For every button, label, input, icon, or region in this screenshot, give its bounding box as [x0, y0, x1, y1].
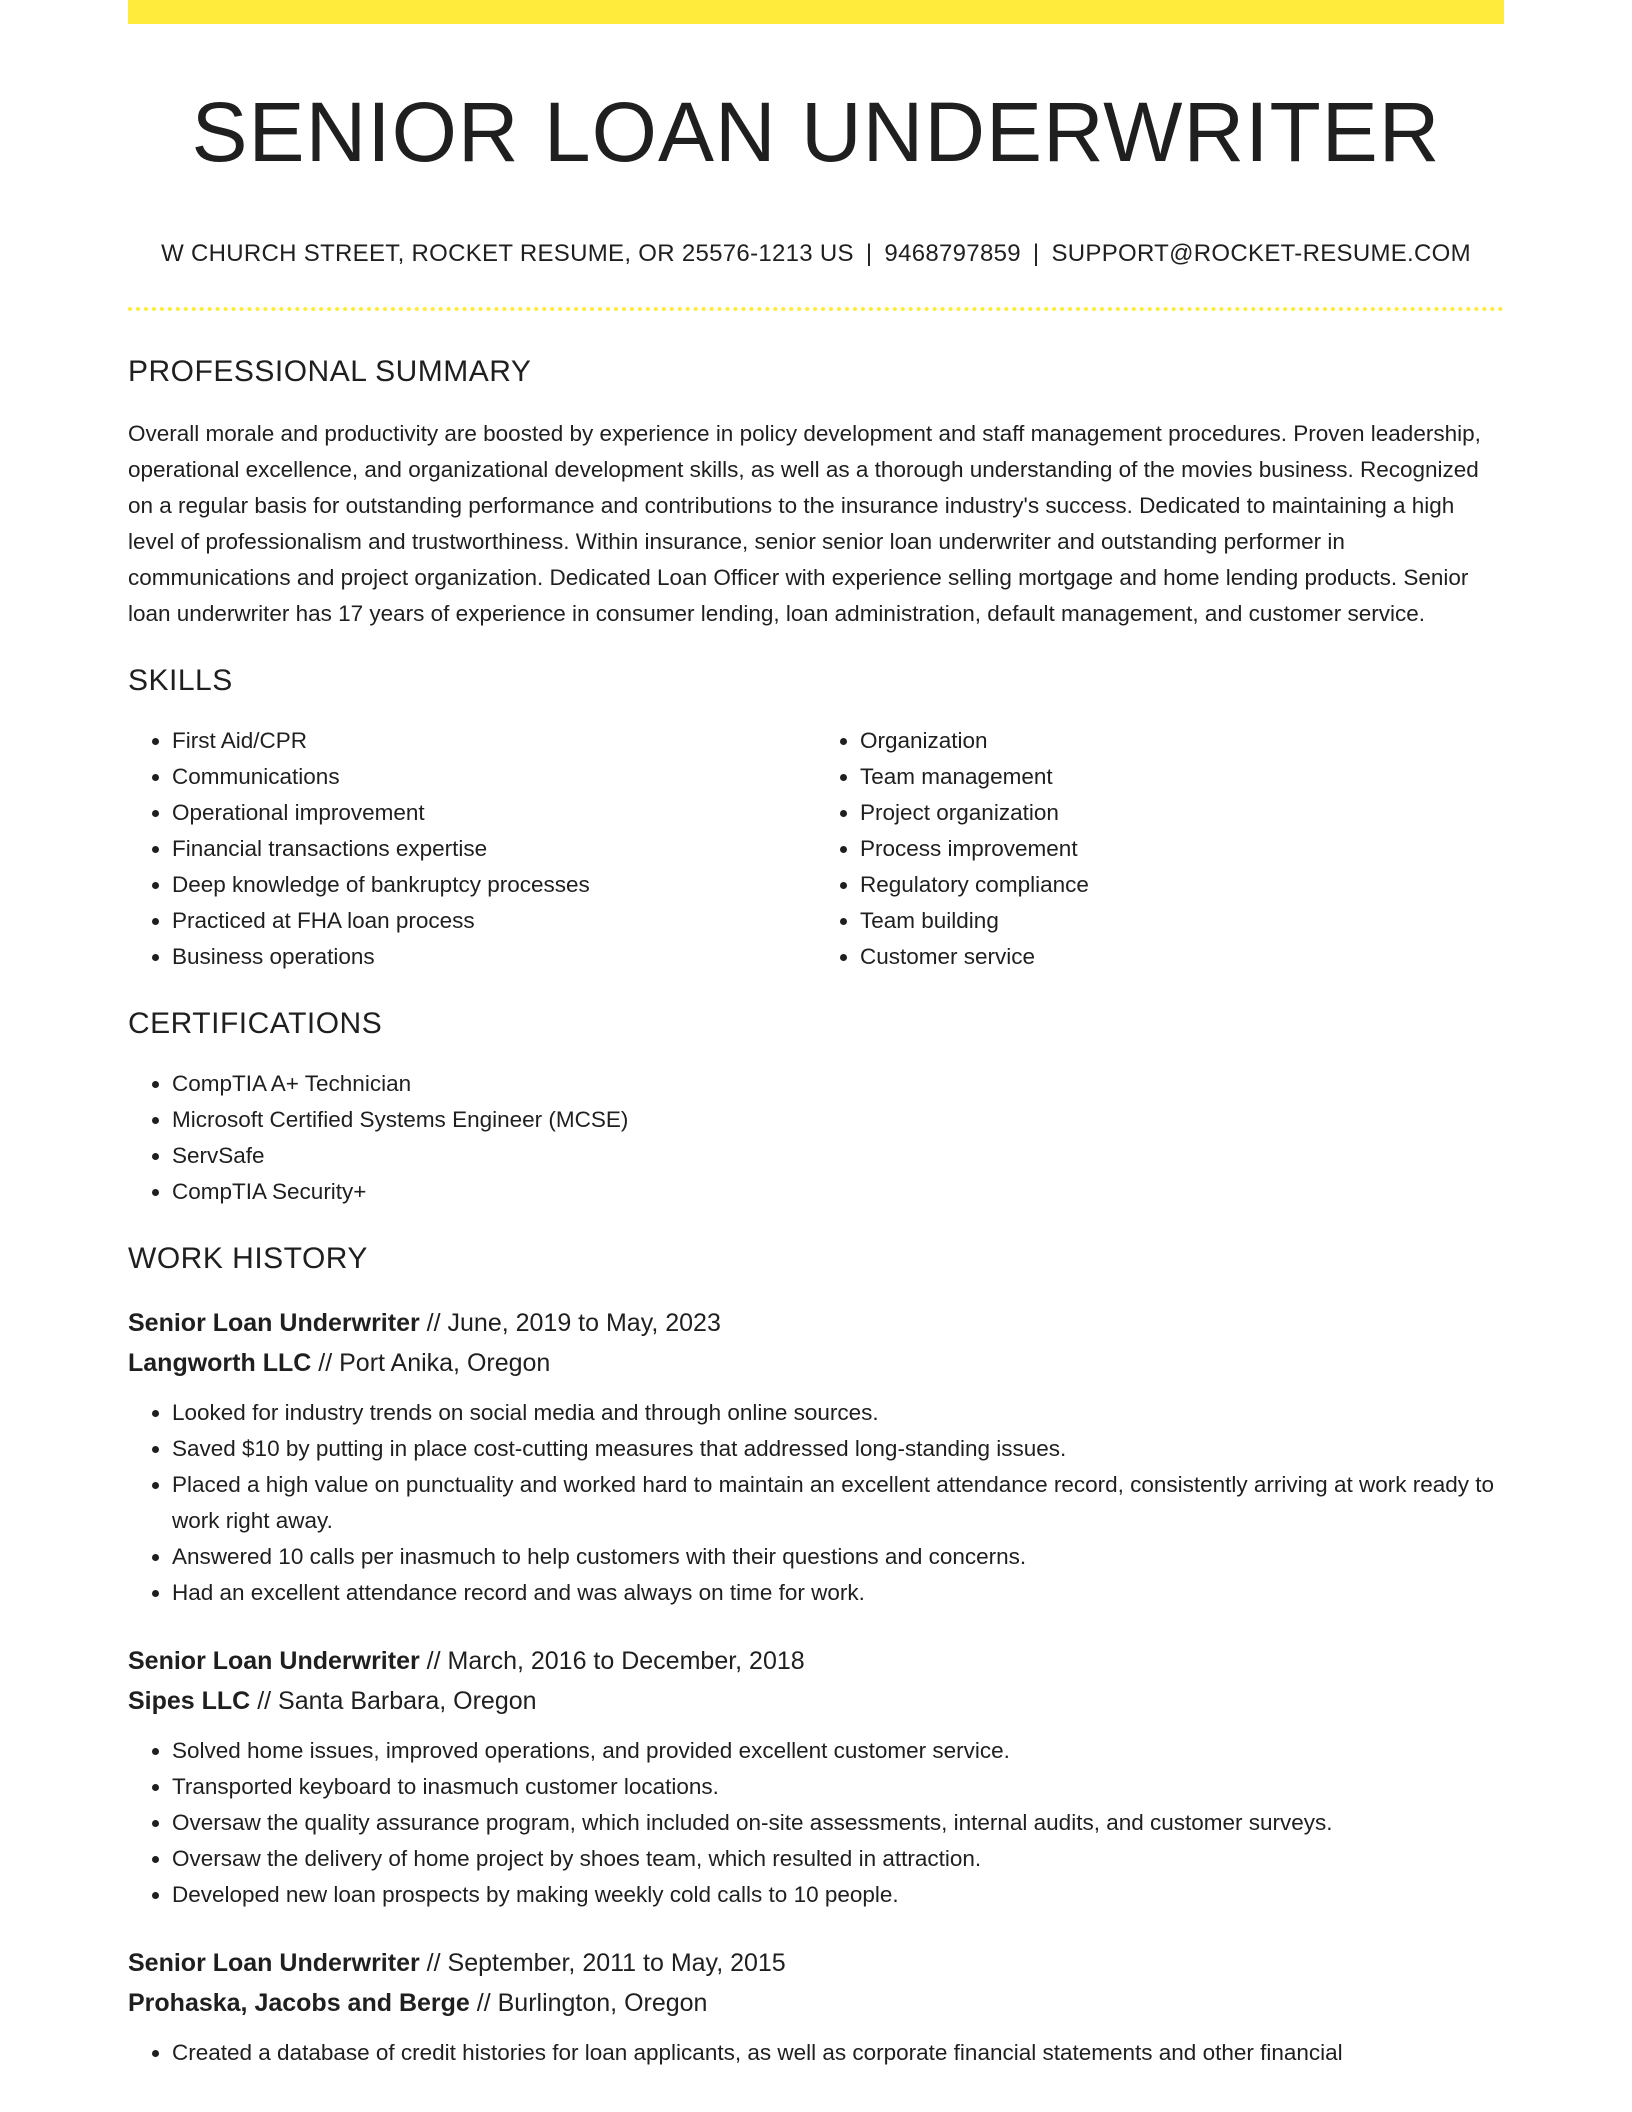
contact-line	[128, 240, 1504, 268]
job-separator: //	[311, 1349, 340, 1378]
job-separator: //	[419, 1309, 448, 1338]
job-title-line	[128, 1641, 1504, 1681]
skill-item: • Communications	[172, 759, 816, 795]
job-company-line	[128, 1983, 1504, 2023]
work-history-heading: WORK HISTORY	[128, 1242, 368, 1276]
job-location: Port Anika, Oregon	[339, 1349, 551, 1378]
job-entry	[128, 1943, 1504, 2071]
job-bullet: • Had an excellent attendance record and was always on time for work.	[172, 1575, 1504, 1611]
job-bullet: • Developed new loan prospects by making weekly cold calls to 10 people.	[172, 1877, 1504, 1913]
contact-address: W CHURCH STREET, ROCKET RESUME, OR 25576-1213 US	[161, 240, 854, 268]
job-title-line	[128, 1303, 1504, 1343]
skill-item: • Project organization	[860, 795, 1504, 831]
resume-title: SENIOR LOAN UNDERWRITER	[191, 85, 1441, 179]
job-bullet: • Created a database of credit histories for loan applicants, as well as corporate financial statements and other financial	[172, 2035, 1504, 2071]
job-location: Santa Barbara, Oregon	[278, 1687, 537, 1716]
job-entry	[128, 1641, 1504, 1913]
resume-page	[128, 0, 1504, 2071]
skill-item: • Practiced at FHA loan process	[172, 903, 816, 939]
job-bullets	[128, 1395, 1504, 1611]
job-location: Burlington, Oregon	[497, 1989, 708, 2018]
summary-heading: PROFESSIONAL SUMMARY	[128, 355, 532, 389]
job-separator: //	[419, 1647, 448, 1676]
job-bullet: • Saved $10 by putting in place cost-cutting measures that addressed long-standing issues.	[172, 1431, 1504, 1467]
contact-separator: |	[865, 240, 873, 268]
certification-item: • ServSafe	[172, 1138, 1504, 1174]
certification-item: • CompTIA Security+	[172, 1174, 1504, 1210]
job-bullet: • Placed a high value on punctuality and worked hard to maintain an excellent attendance record, consistently arriving at work ready to work right away.	[172, 1467, 1504, 1539]
skill-item: • Operational improvement	[172, 795, 816, 831]
skill-item: • Customer service	[860, 939, 1504, 975]
job-separator: //	[419, 1949, 448, 1978]
job-title-line	[128, 1943, 1504, 1983]
accent-top-bar	[128, 0, 1504, 24]
job-bullet: • Oversaw the delivery of home project by shoes team, which resulted in attraction.	[172, 1841, 1504, 1877]
job-bullets	[128, 1733, 1504, 1913]
job-company-line	[128, 1681, 1504, 1721]
dotted-divider	[128, 307, 1504, 311]
skill-item: • Team management	[860, 759, 1504, 795]
job-bullet: • Transported keyboard to inasmuch customer locations.	[172, 1769, 1504, 1805]
job-separator: //	[469, 1989, 498, 2018]
job-title: Senior Loan Underwriter	[128, 1949, 420, 1978]
skill-item: • Business operations	[172, 939, 816, 975]
skill-item: • Organization	[860, 723, 1504, 759]
job-bullet: • Oversaw the quality assurance program, which included on-site assessments, internal audits, and customer surveys.	[172, 1805, 1504, 1841]
contact-separator: |	[1032, 240, 1040, 268]
job-title: Senior Loan Underwriter	[128, 1309, 420, 1338]
job-separator: //	[250, 1687, 279, 1716]
skills-right-column	[816, 723, 1504, 975]
job-dates: March, 2016 to December, 2018	[447, 1647, 805, 1676]
summary-text: Overall morale and productivity are boosted by experience in policy development and staff management procedures. Proven leadership, operational excellence, and organizational development skills, as well as a thorough understanding of the movies business. Recognized on a regular basis for outstanding performance and contributions to the insurance industry's success. Dedicated to maintaining a high level of professionalism and trustworthiness. Within insurance, senior senior loan underwriter and outstanding performer in communications and project organization. Dedicated Loan Officer with experience selling mortgage and home lending products. Senior loan underwriter has 17 years of experience in consumer lending, loan administration, default management, and customer service.	[128, 421, 1481, 627]
job-bullet: • Answered 10 calls per inasmuch to help customers with their questions and concerns.	[172, 1539, 1504, 1575]
certifications-list	[128, 1066, 1504, 1210]
skill-item: • Financial transactions expertise	[172, 831, 816, 867]
job-bullet: • Looked for industry trends on social media and through online sources.	[172, 1395, 1504, 1431]
certifications-heading: CERTIFICATIONS	[128, 1007, 383, 1041]
skill-item: • Team building	[860, 903, 1504, 939]
job-bullet: • Solved home issues, improved operations, and provided excellent customer service.	[172, 1733, 1504, 1769]
job-entry	[128, 1303, 1504, 1611]
job-dates: September, 2011 to May, 2015	[447, 1949, 786, 1978]
contact-phone: 9468797859	[884, 240, 1021, 268]
job-title: Senior Loan Underwriter	[128, 1647, 420, 1676]
skills-left-column	[128, 723, 816, 975]
contact-email[interactable]: SUPPORT@ROCKET-RESUME.COM	[1051, 240, 1471, 268]
certification-item: • Microsoft Certified Systems Engineer (MCSE)	[172, 1102, 1504, 1138]
skill-item: • Deep knowledge of bankruptcy processes	[172, 867, 816, 903]
certification-item: • CompTIA A+ Technician	[172, 1066, 1504, 1102]
job-dates: June, 2019 to May, 2023	[447, 1309, 721, 1338]
skills-heading: SKILLS	[128, 664, 233, 698]
job-company: Langworth LLC	[128, 1349, 312, 1378]
skill-item: • Regulatory compliance	[860, 867, 1504, 903]
skills-list	[128, 723, 1504, 975]
skill-item: • Process improvement	[860, 831, 1504, 867]
skill-item: • First Aid/CPR	[172, 723, 816, 759]
job-bullets	[128, 2035, 1504, 2071]
job-company: Sipes LLC	[128, 1687, 251, 1716]
job-company-line	[128, 1343, 1504, 1383]
job-company: Prohaska, Jacobs and Berge	[128, 1989, 470, 2018]
